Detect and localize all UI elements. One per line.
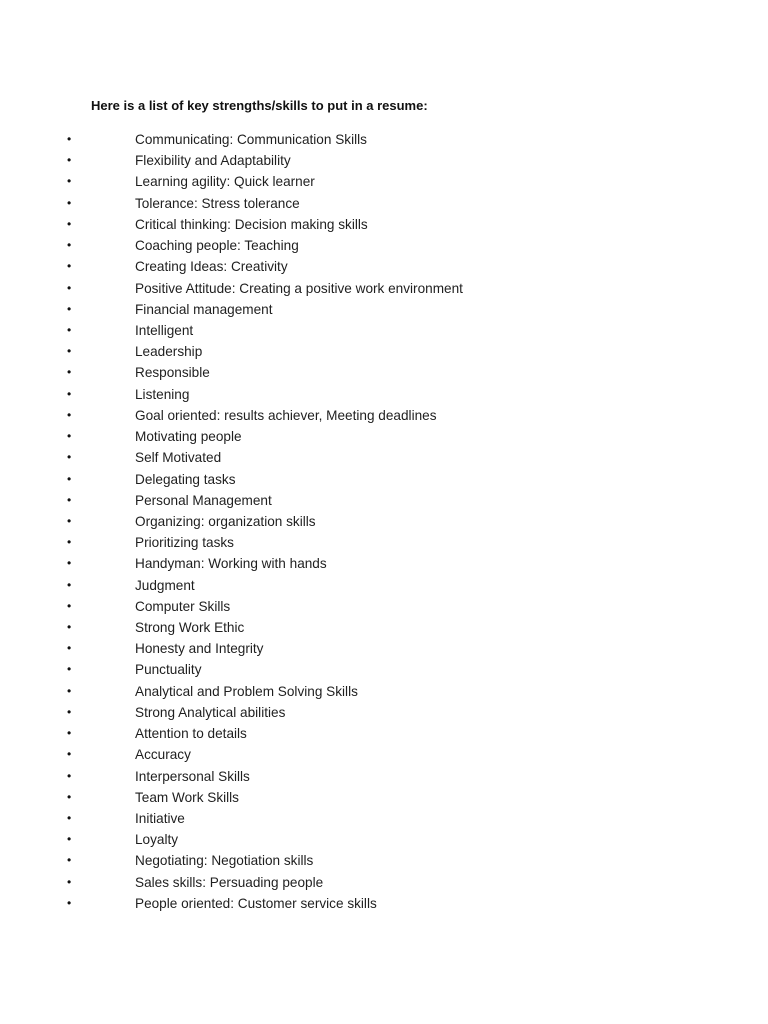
bullet-icon: • bbox=[67, 704, 72, 719]
bullet-icon: • bbox=[67, 853, 72, 868]
list-item bbox=[0, 362, 768, 383]
skill-label: Goal oriented: results achiever, Meeting deadlines bbox=[135, 407, 437, 423]
skill-label: Team Work Skills bbox=[135, 789, 239, 805]
bullet-icon: • bbox=[67, 429, 72, 444]
list-item bbox=[0, 150, 768, 171]
bullet-icon: • bbox=[67, 216, 72, 231]
skill-label: Analytical and Problem Solving Skills bbox=[135, 683, 358, 699]
list-item bbox=[0, 787, 768, 808]
bullet-icon: • bbox=[67, 577, 72, 592]
bullet-icon: • bbox=[67, 471, 72, 486]
skill-label: Initiative bbox=[135, 811, 185, 826]
bullet-icon: • bbox=[67, 492, 72, 507]
bullet-icon: • bbox=[67, 768, 72, 783]
list-item bbox=[0, 596, 768, 617]
bullet-icon: • bbox=[67, 683, 72, 698]
skill-label: Loyalty bbox=[135, 832, 179, 848]
list-item bbox=[0, 171, 768, 192]
skill-label: Self Motivated bbox=[135, 450, 222, 466]
skill-label: Interpersonal Skills bbox=[135, 768, 250, 784]
bullet-icon: • bbox=[67, 195, 72, 210]
bullet-icon: • bbox=[67, 344, 72, 359]
list-item bbox=[0, 659, 768, 680]
skill-label: Organizing: organization skills bbox=[135, 513, 316, 529]
list-item bbox=[0, 320, 768, 341]
list-item bbox=[0, 829, 768, 850]
list-item bbox=[0, 235, 768, 256]
bullet-icon: • bbox=[67, 386, 72, 401]
skill-label: Critical thinking: Decision making skills bbox=[135, 216, 368, 232]
skill-label: Coaching people: Teaching bbox=[135, 238, 299, 254]
list-item bbox=[0, 256, 768, 277]
bullet-icon: • bbox=[67, 365, 72, 380]
list-item bbox=[0, 129, 768, 150]
bullet-icon: • bbox=[67, 513, 72, 528]
skill-label: Delegating tasks bbox=[135, 471, 236, 487]
list-item bbox=[0, 681, 768, 702]
list-item bbox=[0, 341, 768, 362]
skill-label: Computer Skills bbox=[135, 598, 231, 614]
skill-label: People oriented: Customer service skills bbox=[135, 895, 377, 911]
skill-label: Listening bbox=[135, 386, 190, 402]
list-item bbox=[0, 469, 768, 490]
skill-label: Strong Analytical abilities bbox=[135, 704, 286, 720]
bullet-icon: • bbox=[67, 874, 72, 889]
bullet-icon: • bbox=[67, 322, 72, 337]
list-item bbox=[0, 553, 768, 574]
bullet-icon: • bbox=[67, 556, 72, 571]
bullet-icon: • bbox=[67, 641, 72, 656]
bullet-icon: • bbox=[67, 238, 72, 253]
skill-label: Honesty and Integrity bbox=[135, 641, 264, 657]
skill-label: Personal Management bbox=[135, 492, 272, 508]
list-item bbox=[0, 384, 768, 405]
bullet-icon: • bbox=[67, 620, 72, 635]
skill-label: Judgment bbox=[135, 577, 195, 593]
list-item bbox=[0, 490, 768, 511]
bullet-icon: • bbox=[67, 535, 72, 550]
skill-label: Sales skills: Persuading people bbox=[135, 874, 324, 890]
list-item bbox=[0, 532, 768, 553]
list-item bbox=[0, 193, 768, 214]
bullet-icon: • bbox=[67, 598, 72, 613]
document-heading: Here is a list of key strengths/skills to put in a resume: bbox=[91, 98, 428, 113]
list-item bbox=[0, 447, 768, 468]
skill-label: Intelligent bbox=[135, 322, 194, 338]
list-item bbox=[0, 638, 768, 659]
list-item bbox=[0, 850, 768, 871]
skill-label: Handyman: Working with hands bbox=[135, 556, 327, 572]
skills-bullet-list bbox=[0, 129, 768, 914]
skill-label: Negotiating: Negotiation skills bbox=[135, 853, 314, 869]
skill-label: Leadership bbox=[135, 344, 203, 360]
skill-label: Punctuality bbox=[135, 662, 202, 678]
skill-label: Prioritizing tasks bbox=[135, 535, 234, 551]
list-item bbox=[0, 893, 768, 914]
list-item bbox=[0, 744, 768, 765]
skill-label: Positive Attitude: Creating a positive work environment bbox=[135, 280, 463, 296]
bullet-icon: • bbox=[67, 789, 72, 804]
bullet-icon: • bbox=[67, 132, 72, 146]
skill-label: Motivating people bbox=[135, 429, 242, 445]
list-item bbox=[0, 617, 768, 638]
skill-label: Strong Work Ethic bbox=[135, 620, 245, 636]
bullet-icon: • bbox=[67, 832, 72, 847]
list-item bbox=[0, 808, 768, 829]
bullet-icon: • bbox=[67, 153, 72, 168]
list-item bbox=[0, 405, 768, 426]
bullet-icon: • bbox=[67, 811, 72, 825]
skill-label: Learning agility: Quick learner bbox=[135, 174, 315, 190]
bullet-icon: • bbox=[67, 407, 72, 422]
bullet-icon: • bbox=[67, 450, 72, 465]
list-item bbox=[0, 872, 768, 893]
skill-label: Accuracy bbox=[135, 747, 191, 763]
bullet-icon: • bbox=[67, 895, 72, 910]
skill-label: Creating Ideas: Creativity bbox=[135, 259, 288, 275]
list-item bbox=[0, 575, 768, 596]
list-item bbox=[0, 426, 768, 447]
list-item bbox=[0, 299, 768, 320]
list-item bbox=[0, 278, 768, 299]
list-item bbox=[0, 766, 768, 787]
skill-label: Attention to details bbox=[135, 726, 247, 742]
skill-label: Communicating: Communication Skills bbox=[135, 132, 367, 147]
skill-label: Responsible bbox=[135, 365, 210, 381]
skill-label: Flexibility and Adaptability bbox=[135, 153, 291, 169]
bullet-icon: • bbox=[67, 280, 72, 295]
bullet-icon: • bbox=[67, 747, 72, 762]
skill-label: Financial management bbox=[135, 301, 273, 317]
list-item bbox=[0, 511, 768, 532]
bullet-icon: • bbox=[67, 726, 72, 741]
list-item bbox=[0, 723, 768, 744]
bullet-icon: • bbox=[67, 662, 72, 677]
bullet-icon: • bbox=[67, 174, 72, 189]
list-item bbox=[0, 702, 768, 723]
bullet-icon: • bbox=[67, 259, 72, 274]
skill-label: Tolerance: Stress tolerance bbox=[135, 195, 300, 211]
list-item bbox=[0, 214, 768, 235]
bullet-icon: • bbox=[67, 301, 72, 316]
